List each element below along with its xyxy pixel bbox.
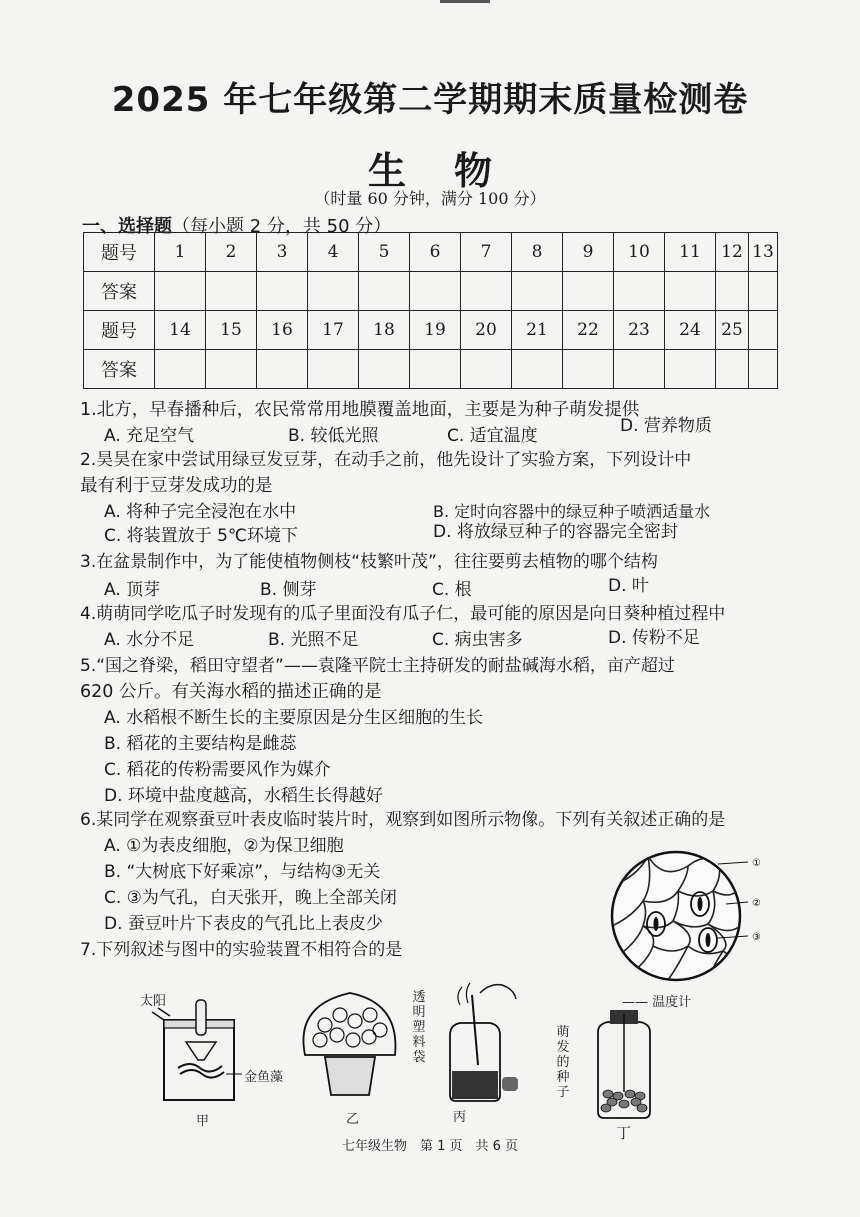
question-1-option-b[interactable]: B. 较低光照	[288, 426, 379, 446]
question-number: 17	[308, 311, 359, 350]
question-6-option-b[interactable]: B. “大树底下好乘凉”，与结构③无关	[104, 862, 381, 882]
answer-cell[interactable]	[614, 272, 665, 311]
marker-3: ③	[752, 932, 761, 943]
question-number: 2	[206, 233, 257, 272]
question-3-option-c[interactable]: C. 根	[432, 580, 472, 600]
answer-cell[interactable]	[410, 350, 461, 389]
panel-label-ding: 丁	[616, 1124, 632, 1142]
apparatus-bing	[430, 975, 530, 1105]
table-row	[84, 272, 778, 311]
row-label-number: 题号	[84, 233, 155, 272]
apparatus-yi	[295, 985, 405, 1105]
question-number: 5	[359, 233, 410, 272]
question-3-option-b[interactable]: B. 侧芽	[260, 580, 317, 600]
question-number	[749, 311, 778, 350]
answer-cell[interactable]	[308, 350, 359, 389]
panel-label-bing: 丙	[453, 1110, 467, 1125]
question-3-stem: 3.在盆景制作中，为了能使植物侧枝“枝繁叶茂”，往往要剪去植物的哪个结构	[80, 552, 658, 572]
question-2-option-c[interactable]: C. 将装置放于 5℃环境下	[104, 526, 298, 546]
scan-mark	[440, 0, 490, 3]
question-6-stem: 6.某同学在观察蚕豆叶表皮临时装片时，观察到如图所示物像。下列有关叙述正确的是	[80, 810, 726, 830]
question-number: 25	[716, 311, 749, 350]
question-number: 4	[308, 233, 359, 272]
question-number: 7	[461, 233, 512, 272]
answer-table	[83, 232, 778, 389]
question-4-option-b[interactable]: B. 光照不足	[268, 630, 359, 650]
thermometer-label: —— 温度计	[622, 995, 692, 1010]
question-number: 13	[749, 233, 778, 272]
question-4-stem: 4.萌萌同学吃瓜子时发现有的瓜子里面没有瓜子仁，最可能的原因是向日葵种植过程中	[80, 604, 726, 624]
question-4-option-d[interactable]: D. 传粉不足	[608, 628, 700, 648]
marker-1: ①	[752, 858, 761, 869]
answer-cell[interactable]	[716, 272, 749, 311]
question-number: 24	[665, 311, 716, 350]
question-number: 15	[206, 311, 257, 350]
section-note: （每小题 2 分，共 50 分）	[172, 216, 392, 237]
question-6-option-d[interactable]: D. 蚕豆叶片下表皮的气孔比上表皮少	[104, 914, 383, 934]
question-number: 9	[563, 233, 614, 272]
algae-label: 金鱼藻	[244, 1070, 284, 1085]
question-2-stem-cont: 最有利于豆芽发成功的是	[80, 476, 273, 496]
answer-cell[interactable]	[206, 272, 257, 311]
answer-cell[interactable]	[614, 350, 665, 389]
question-number: 19	[410, 311, 461, 350]
question-number: 6	[410, 233, 461, 272]
question-number: 21	[512, 311, 563, 350]
answer-cell[interactable]	[461, 350, 512, 389]
question-number: 1	[155, 233, 206, 272]
question-5-option-d[interactable]: D. 环境中盐度越高，水稻生长得越好	[104, 786, 383, 806]
question-number: 12	[716, 233, 749, 272]
row-label-answer: 答案	[84, 272, 155, 311]
answer-cell[interactable]	[512, 350, 563, 389]
answer-cell[interactable]	[716, 350, 749, 389]
question-7-stem: 7.下列叙述与图中的实验装置不相符合的是	[80, 940, 403, 960]
question-number: 3	[257, 233, 308, 272]
answer-cell[interactable]	[749, 272, 778, 311]
seed-label: 萌发的种子	[556, 1025, 570, 1100]
question-number: 18	[359, 311, 410, 350]
thermometer-text: 温度计	[652, 995, 692, 1010]
question-2-stem: 2.昊昊在家中尝试用绿豆发豆芽，在动手之前，他先设计了实验方案，下列设计中	[80, 450, 692, 470]
question-5-option-b[interactable]: B. 稻花的主要结构是雌蕊	[104, 734, 297, 754]
answer-cell[interactable]	[665, 272, 716, 311]
question-3-option-a[interactable]: A. 顶芽	[104, 580, 161, 600]
answer-cell[interactable]	[410, 272, 461, 311]
question-number: 8	[512, 233, 563, 272]
question-4-option-a[interactable]: A. 水分不足	[104, 630, 195, 650]
question-1-option-c[interactable]: C. 适宜温度	[447, 426, 538, 446]
time-info: （时量 60 分钟，满分 100 分）	[314, 189, 546, 208]
marker-2: ②	[752, 898, 761, 909]
answer-cell[interactable]	[257, 350, 308, 389]
question-2-option-a[interactable]: A. 将种子完全浸泡在水中	[104, 502, 297, 522]
table-row	[84, 233, 778, 272]
question-number: 11	[665, 233, 716, 272]
question-6-option-c[interactable]: C. ③为气孔，白天张开，晚上全部关闭	[104, 888, 397, 908]
question-5-option-c[interactable]: C. 稻花的传粉需要风作为媒介	[104, 760, 331, 780]
question-number: 10	[614, 233, 665, 272]
answer-cell[interactable]	[359, 272, 410, 311]
question-number: 16	[257, 311, 308, 350]
page-footer: 七年级生物 第 1 页 共 6 页	[341, 1139, 519, 1154]
bag-label: 透明塑料袋	[412, 990, 426, 1065]
answer-cell[interactable]	[359, 350, 410, 389]
answer-cell[interactable]	[512, 272, 563, 311]
question-6-option-a[interactable]: A. ①为表皮细胞，②为保卫细胞	[104, 836, 344, 856]
question-4-option-c[interactable]: C. 病虫害多	[432, 630, 523, 650]
answer-cell[interactable]	[257, 272, 308, 311]
answer-cell[interactable]	[665, 350, 716, 389]
question-number: 14	[155, 311, 206, 350]
question-number: 20	[461, 311, 512, 350]
answer-cell[interactable]	[206, 350, 257, 389]
question-1-option-a[interactable]: A. 充足空气	[104, 426, 195, 446]
answer-cell[interactable]	[155, 272, 206, 311]
question-5-option-a[interactable]: A. 水稻根不断生长的主要原因是分生区细胞的生长	[104, 708, 484, 728]
question-number: 22	[563, 311, 614, 350]
answer-cell[interactable]	[461, 272, 512, 311]
question-3-option-d[interactable]: D. 叶	[608, 576, 649, 596]
table-row	[84, 350, 778, 389]
table-row	[84, 311, 778, 350]
row-label-number: 题号	[84, 311, 155, 350]
question-1-stem: 1.北方，早春播种后，农民常常用地膜覆盖地面，主要是为种子萌发提供	[80, 400, 640, 420]
leaf-epidermis-figure	[608, 846, 768, 986]
question-2-option-b[interactable]: B. 定时向容器中的绿豆种子喷洒适量水	[433, 502, 711, 521]
question-5-stem-cont: 620 公斤。有关海水稻的描述正确的是	[80, 682, 382, 702]
sun-label: 太阳	[140, 994, 167, 1009]
question-number: 23	[614, 311, 665, 350]
answer-cell[interactable]	[563, 272, 614, 311]
row-label-answer: 答案	[84, 350, 155, 389]
panel-label-jia: 甲	[196, 1114, 210, 1129]
apparatus-ding	[584, 1002, 664, 1122]
answer-cell[interactable]	[563, 350, 614, 389]
exam-title: 2025 年七年级第二学期期末质量检测卷	[111, 80, 749, 120]
answer-cell[interactable]	[155, 350, 206, 389]
question-5-stem: 5.“国之脊梁，稻田守望者”——袁隆平院士主持研发的耐盐碱海水稻，亩产超过	[80, 656, 675, 676]
question-2-option-d[interactable]: D. 将放绿豆种子的容器完全密封	[433, 522, 678, 542]
subject-title: 生物	[367, 149, 540, 193]
section-title: 一、选择题	[82, 216, 172, 237]
panel-label-yi: 乙	[346, 1112, 360, 1127]
answer-cell[interactable]	[749, 350, 778, 389]
question-1-option-d[interactable]: D. 营养物质	[620, 416, 712, 436]
answer-cell[interactable]	[308, 272, 359, 311]
